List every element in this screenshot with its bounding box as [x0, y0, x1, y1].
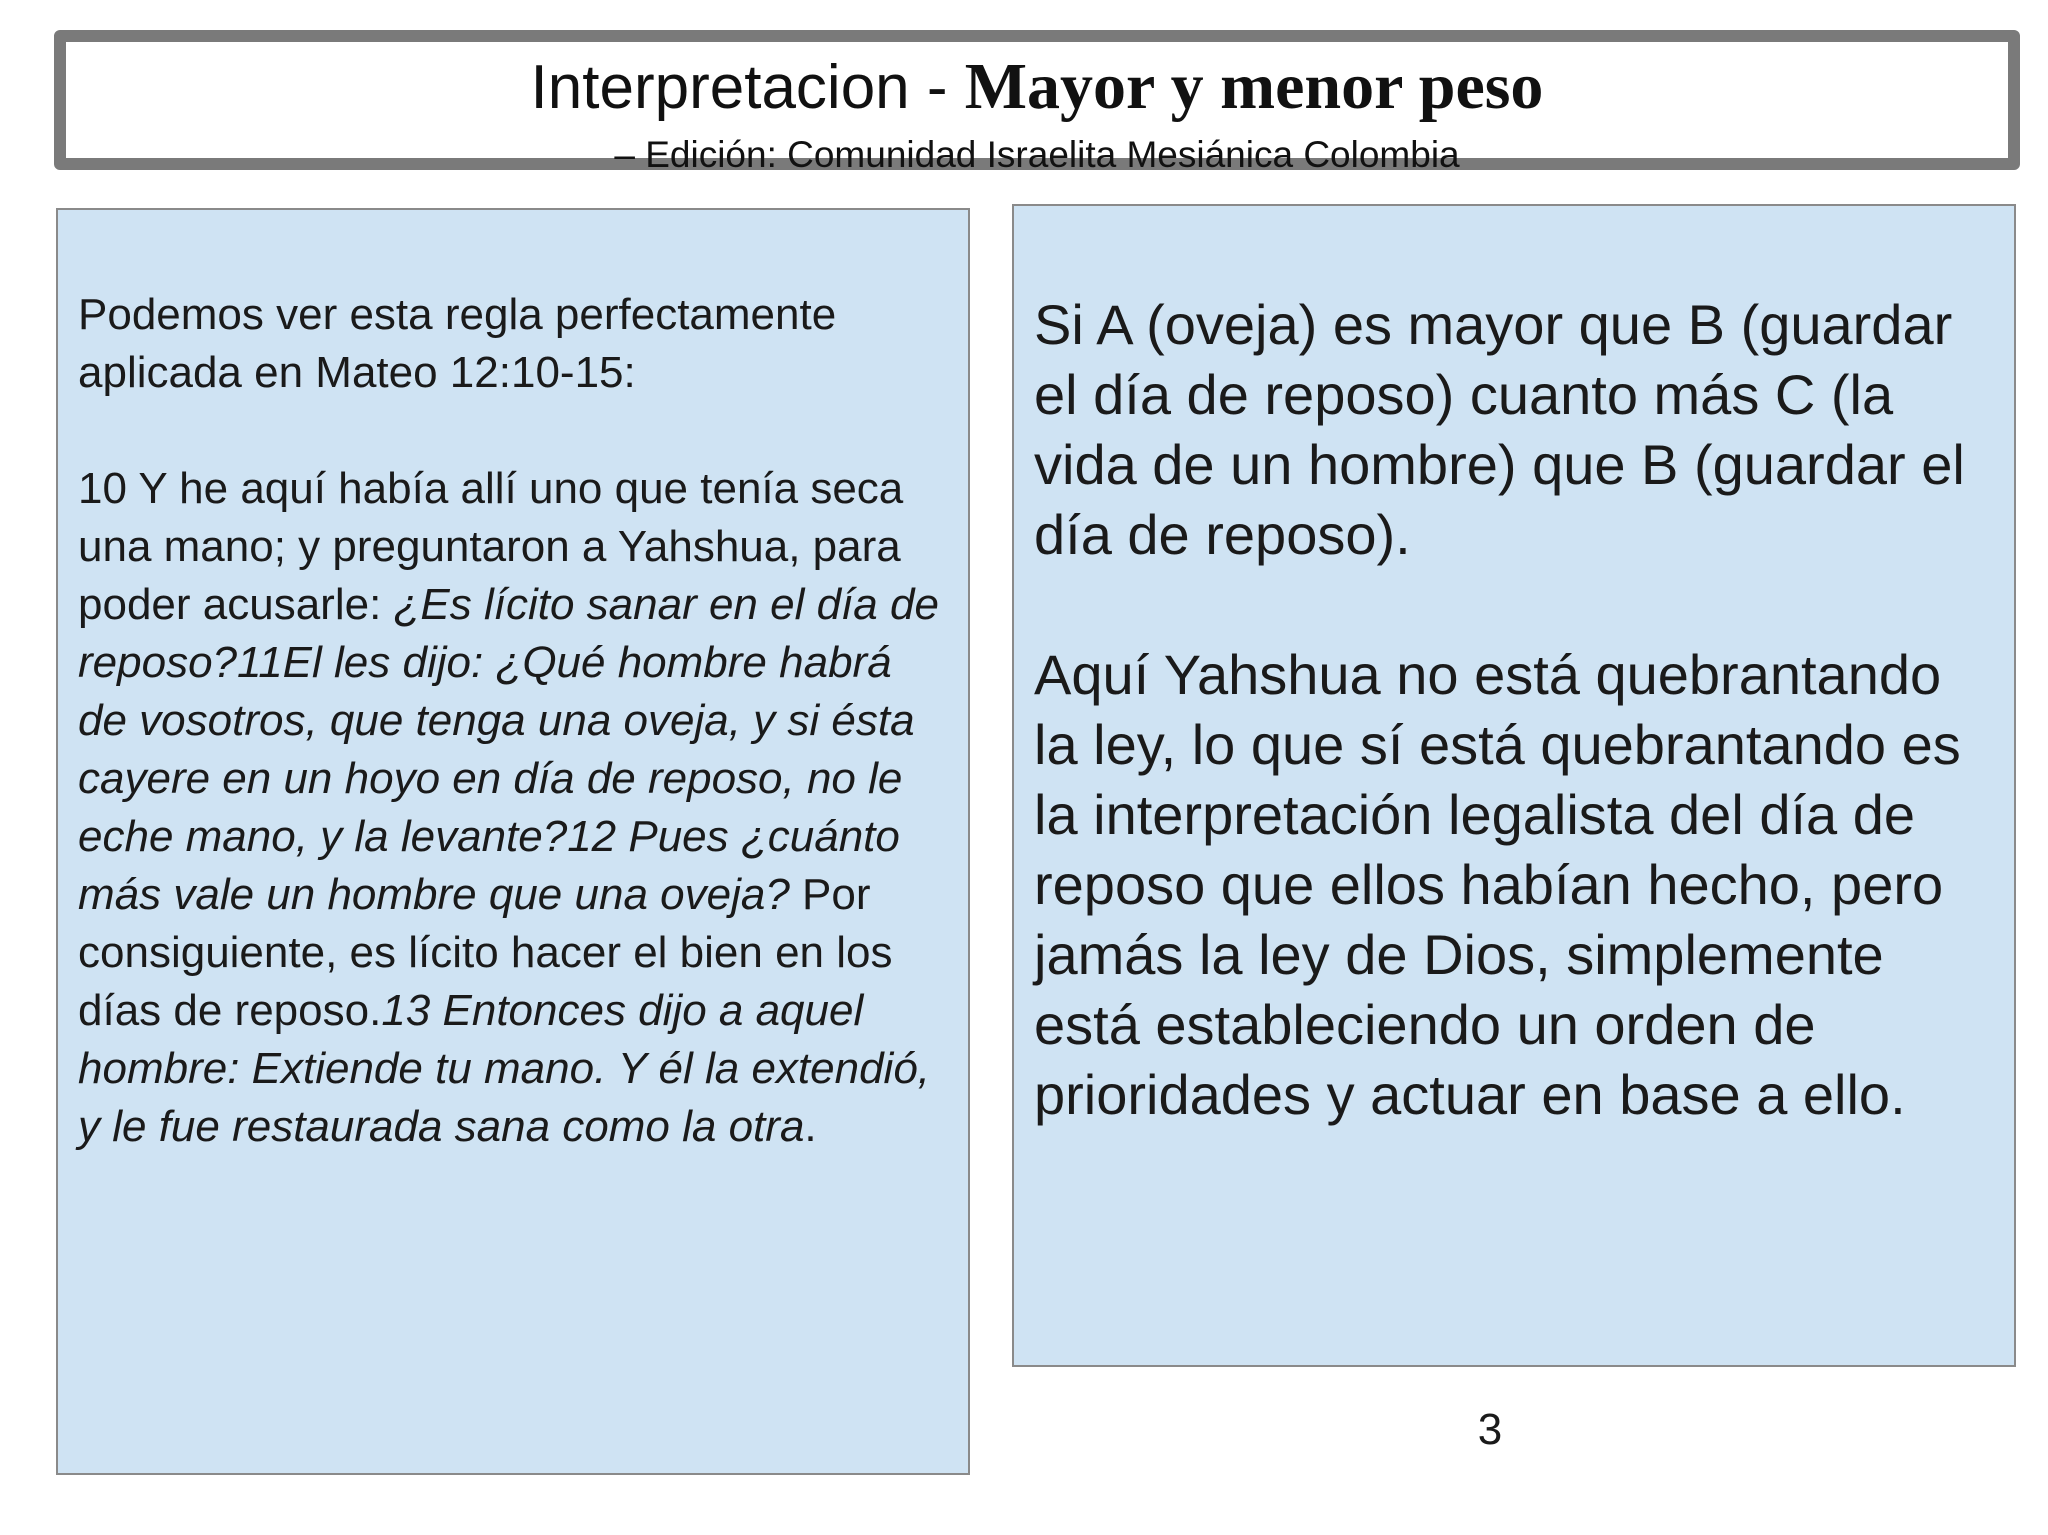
verse-text-italic: 13 Entonces dijo a aquel hombre: Extiende tu mano. Y él la extendió, y le fue restaurada sana como la otra [78, 986, 931, 1151]
paragraph-spacer [78, 402, 948, 460]
paragraph-spacer [1034, 570, 1994, 640]
left-text-panel [56, 208, 970, 1475]
page-number: 3 [1477, 1405, 1503, 1454]
slide-header [54, 30, 2020, 175]
title-prefix: Interpretacion - [530, 53, 965, 122]
slide-subtitle: – Edición: Comunidad Israelita Mesiánica Colombia [614, 134, 1460, 175]
slide-title [66, 50, 2008, 141]
verse-text-normal: Por consiguiente, es lícito hacer el bien en los días de reposo. [78, 870, 893, 1035]
verse-end-punctuation: . [804, 1102, 817, 1151]
scripture-paragraph [78, 460, 948, 1156]
right-panel-text [1034, 290, 1994, 1130]
right-text-panel [1012, 204, 2016, 1367]
explanation-paragraph: Aquí Yahshua no está quebrantando la ley, lo que sí está quebrantando es la interpretación legalista del día de reposo que ellos habían hecho, pero jamás la ley de Dios, simplemente está estableciendo un orden de prioridades y actuar en base a ello. [1034, 643, 1961, 1126]
verse-text-italic: ¿Es lícito sanar en el día de reposo?11El les dijo: ¿Qué hombre habrá de vosotros, que tenga una oveja, y si ésta cayere en un hoyo en día de reposo, no le eche mano, y la levante?12 Pues ¿cuánto más vale un hombre que una oveja? [78, 580, 939, 919]
verse-text-normal: 10 Y he aquí había allí uno que tenía seca una mano; y preguntaron a Yahshua, para poder acusarle: [78, 464, 904, 629]
comparison-paragraph: Si A (oveja) es mayor que B (guardar el día de reposo) cuanto más C (la vida de un hombre) que B (guardar el día de reposo). [1034, 293, 1965, 566]
left-panel-text [78, 286, 948, 1156]
intro-paragraph: Podemos ver esta regla perfectamente aplicada en Mateo 12:10-15: [78, 290, 837, 397]
title-main: Mayor y menor peso [964, 50, 1544, 123]
